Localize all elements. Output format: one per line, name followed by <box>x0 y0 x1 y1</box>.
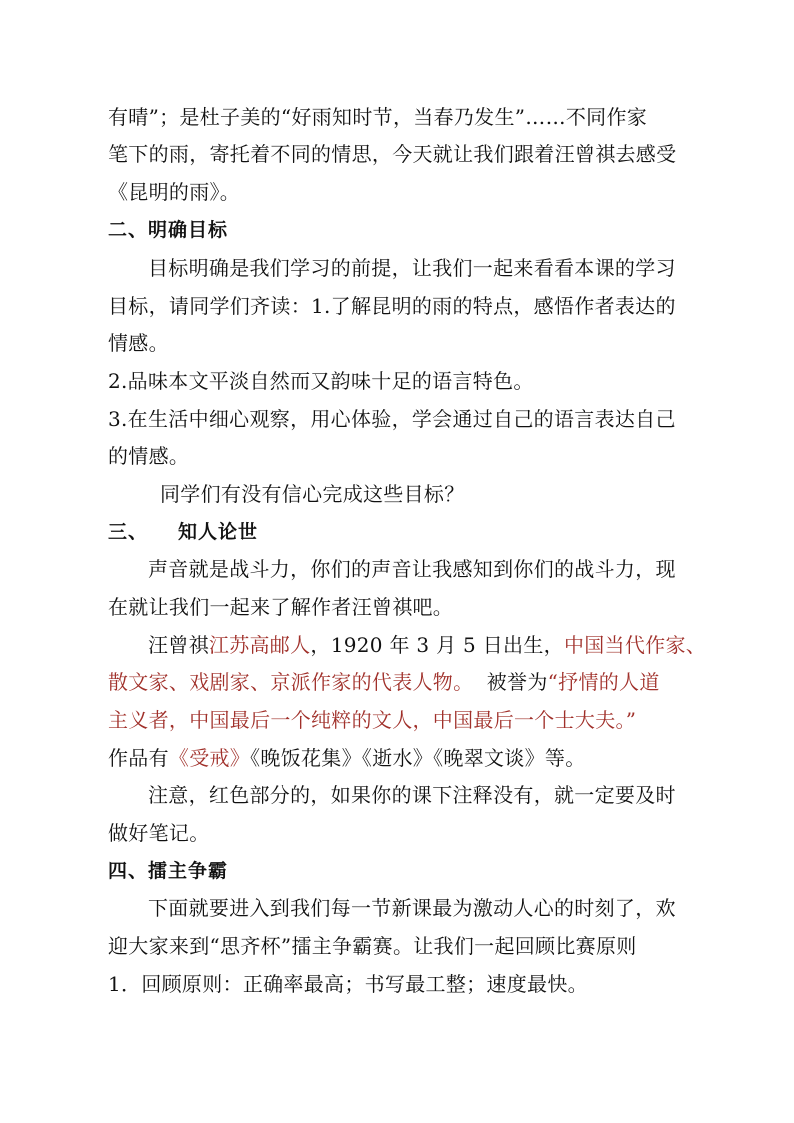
goal-paragraph-line-1: 目标明确是我们学习的前提，让我们一起来看看本课的学习 <box>148 256 676 280</box>
author-hometown: 江苏高邮人 <box>208 633 311 657</box>
author-line-1 <box>148 633 707 657</box>
goal-item-2: 2.品味本文平淡自然而又韵味十足的语言特色。 <box>108 369 534 393</box>
section-number: 三、 <box>108 521 149 543</box>
voice-line-1: 声音就是战斗力，你们的声音让我感知到你们的战斗力，现 <box>148 557 676 581</box>
section-heading-author <box>108 520 698 544</box>
note-line-2: 做好笔记。 <box>108 821 210 845</box>
intro-line-2: 笔下的雨，寄托着不同的情思，今天就让我们跟着汪曾祺去感受 <box>108 142 677 166</box>
works-prefix: 作品有 <box>108 746 169 770</box>
goal-paragraph-line-3: 情感。 <box>108 331 169 355</box>
goal-paragraph-line-2: 目标，请同学们齐读：1.了解昆明的雨的特点，感悟作者表达的 <box>108 294 676 318</box>
work-shoujie: 《受戒》 <box>168 746 251 770</box>
section-heading-contest: 四、擂主争霸 <box>108 860 229 882</box>
section-heading-goals: 二、明确目标 <box>108 219 229 241</box>
intro-line-3: 《昆明的雨》。 <box>108 180 241 204</box>
section-title: 知人论世 <box>178 521 259 543</box>
confidence-question: 同学们有没有信心完成这些目标？ <box>160 482 465 506</box>
contest-line-2: 迎大家来到“思齐杯”擂主争霸赛。让我们一起回顾比赛原则 <box>108 934 637 958</box>
works-rest: 《晚饭花集》《逝水》《晚翠文谈》等。 <box>250 746 586 770</box>
author-name: 汪曾祺 <box>148 633 209 657</box>
goal-item-3-line-1: 3.在生活中细心观察，用心体验，学会通过自己的语言表达自己 <box>108 407 676 431</box>
contest-line-1: 下面就要进入到我们每一节新课最为激动人心的时刻了，欢 <box>148 896 676 920</box>
author-line-4 <box>108 746 698 770</box>
author-title-1: 中国当代作家、 <box>563 633 707 657</box>
author-praise-2: 主义者，中国最后一个纯粹的文人，中国最后一个士大夫。” <box>108 708 637 732</box>
rules-line: 1．回顾原则：正确率最高；书写最工整；速度最快。 <box>108 972 588 996</box>
author-line-2 <box>108 670 698 694</box>
author-birth: ，1920 年 3 月 5 日出生， <box>310 633 564 657</box>
author-praise-prefix: 被誉为 <box>473 670 548 694</box>
intro-line-1: 有晴”；是杜子美的“好雨知时节，当春乃发生”……不同作家 <box>108 105 648 129</box>
author-praise-1: “抒情的人道 <box>547 670 660 694</box>
note-line-1: 注意，红色部分的，如果你的课下注释没有，就一定要及时 <box>148 783 676 807</box>
voice-line-2: 在就让我们一起来了解作者汪曾祺吧。 <box>108 595 454 619</box>
author-title-2: 散文家、戏剧家、京派作家的代表人物。 <box>108 670 474 694</box>
goal-item-3-line-2: 的情感。 <box>108 444 190 468</box>
